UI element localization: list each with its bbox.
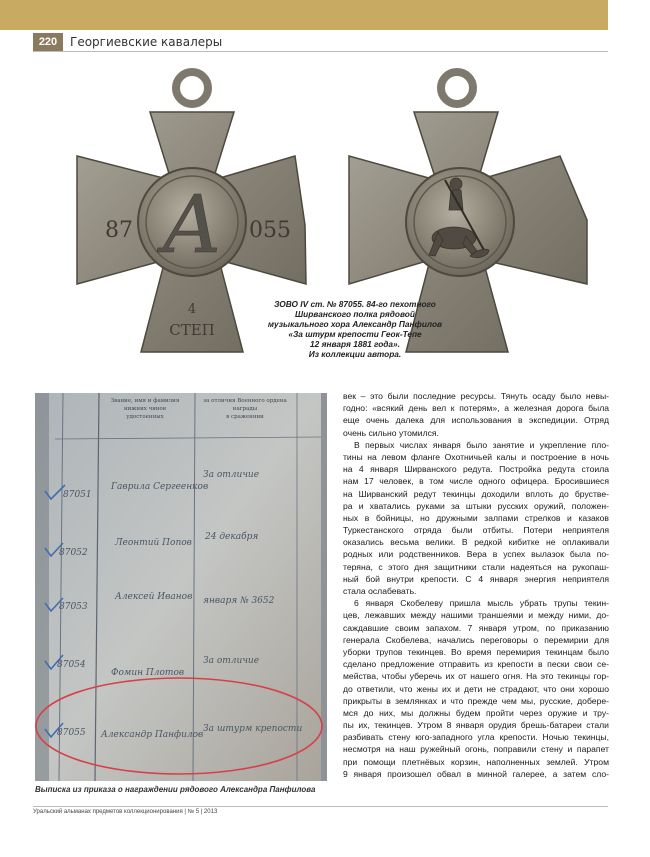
medal-number-right: 055: [249, 218, 291, 243]
body-line: 6 января Скобелеву пришла мысль убрать трупы текин-: [354, 598, 609, 609]
doc-header-cell: в сраженнии: [226, 414, 264, 420]
doc-row-reason: За отличие: [203, 470, 260, 480]
footer-divider: [33, 806, 608, 807]
header-divider: [33, 51, 608, 52]
medal-caption-line: ЗОВО IV ст. № 87055. 84-го пехотного: [274, 299, 436, 309]
medal-caption: [255, 299, 455, 359]
body-line: нам 17 человек, в том числе одного офицера. Бросившиеся: [343, 476, 609, 487]
doc-header-cell: нижних чинов: [124, 406, 166, 412]
body-line: несмотря на наш ружейный огонь, поправили стену и парапет: [343, 744, 609, 755]
monogram-letter: A: [163, 178, 221, 271]
body-line: ный бой внутри крепости. С 4 января энергия неприятеля: [343, 573, 609, 584]
body-line: оказались весьма велики. В редкой кибитке не оплакивали: [343, 537, 609, 548]
document-caption: Выписка из приказа о награждении рядового Александра Панфилова: [35, 785, 316, 794]
body-line: мся до них, мы должны будем пройти через оружие и тру-: [343, 707, 609, 718]
article-body: [343, 390, 609, 780]
medal-caption-line: Из коллекции автора.: [308, 349, 402, 359]
body-line: саждавшие своим запахом. 7 января утром, по приказанию: [343, 622, 609, 633]
doc-header-cell: Звание, имя и фамилия: [110, 398, 180, 404]
body-line: прикрыты в землянках и что прежде чем мы, русские, добере-: [343, 695, 609, 706]
medal-caption-line: 12 января 1881 года».: [310, 339, 400, 349]
doc-row-number: 87054: [57, 660, 86, 670]
medal-number-left: 87: [105, 218, 133, 243]
doc-row-reason: января № 3652: [203, 596, 275, 606]
body-line: родных или родственников. Вера в успех вылазок была по-: [343, 549, 609, 560]
body-line: век – это были последние ресурсы. Тянуть осаду было невы-: [343, 391, 609, 401]
body-line: ных в бойницы, но дружными залпами стрелков и казаков: [343, 512, 609, 523]
body-line: теряна, с этого дня защитники стали надеяться на рукопаш-: [343, 561, 609, 572]
doc-row-name: Леонтий Попов: [115, 538, 192, 548]
body-line: годно: «всякий день вел к потерям», а железная дорога была: [343, 403, 609, 414]
doc-row-number: 87053: [59, 602, 88, 612]
body-line: мейства, чтобы уберечь их от нашего огня. На это текинцы гор-: [343, 671, 609, 682]
medal-photo: [33, 60, 608, 370]
doc-row-number: 87051: [63, 490, 92, 500]
footer-text: Уральский альманах предметов коллекционирования | № 5 | 2013: [33, 809, 218, 815]
body-line: цев, лежавших между нашими траншеями и между ними, до-: [343, 610, 609, 621]
body-line: стала ослабевать.: [343, 586, 417, 596]
body-line: разбивать стену юго-западного угла крепости. Ночью текинцы,: [343, 732, 609, 743]
section-title: Георгиевские кавалеры: [70, 35, 223, 49]
body-line: очень сильно утомился.: [343, 427, 439, 438]
doc-row-number: 87055: [57, 728, 86, 738]
doc-header-cell: награды: [232, 406, 258, 412]
body-line: на 4 января Ширванского редута. Постройка редута стоила: [343, 464, 609, 475]
doc-header-cell: удостоенных: [126, 414, 164, 420]
doc-row-number: 87052: [59, 548, 88, 558]
body-line: тины на левом фланге Охотничьей калы и построение в ночь: [343, 451, 609, 462]
page-number: 220: [33, 33, 63, 51]
archive-document-photo: [35, 393, 327, 781]
body-line: до ответили, что жены их и дети не страдают, что они хорошо: [343, 683, 609, 694]
body-line: при помощи плетнёвых корзин, наполненных землей. Утром: [343, 756, 609, 767]
medal-caption-line: Ширванского полка рядовой: [295, 309, 415, 319]
doc-row-name: Александр Панфилов: [101, 730, 204, 740]
body-line: уборки трупов текинцев. Во время перемирия текинцам было: [343, 646, 609, 657]
body-line: сделано предложение отправить из крепости в пески свои се-: [343, 659, 609, 670]
doc-row-reason: За штурм крепости: [203, 724, 303, 734]
doc-row-reason: За отличие: [203, 656, 260, 666]
body-line: на Ширванский редут текинцы доходили вплоть до брустве-: [343, 488, 609, 499]
doc-header-cell: за отличия Военного ордена: [203, 398, 287, 404]
body-line: пы их, текинцев. Утром 8 января орудия брешь-батареи стали: [343, 720, 609, 731]
doc-row-name: Фомин Плотов: [111, 668, 185, 678]
doc-row-name: Алексей Иванов: [115, 592, 193, 602]
body-line: ра и хватались руками за штыки русских оружий, положен-: [343, 500, 609, 511]
archive-document-illustration: [35, 393, 327, 781]
doc-row-reason: 24 декабря: [205, 532, 259, 542]
body-line: Туркестанского отряда были отбиты. Потери неприятеля: [343, 525, 609, 536]
degree-numeral: 4: [187, 302, 197, 317]
doc-row-name: Гаврила Сергеенков: [111, 482, 209, 492]
body-line: 9 января произошел обвал в минной галерее, а затем сло-: [343, 768, 609, 779]
body-line: генерала Скобелева, начались переговоры о перемирии для: [343, 634, 609, 645]
body-line: еще очень далека для использования в экспедиции. Отряд: [343, 415, 609, 426]
body-line: В первых числах января было занятие и укрепление пло-: [354, 439, 609, 450]
medal-caption-line: музыкального хора Александр Панфилов: [267, 319, 443, 329]
header-band: [0, 0, 608, 30]
degree-label: СТЕП: [169, 321, 215, 339]
medal-caption-line: «За штурм крепости Геок-Тепе: [288, 329, 422, 339]
